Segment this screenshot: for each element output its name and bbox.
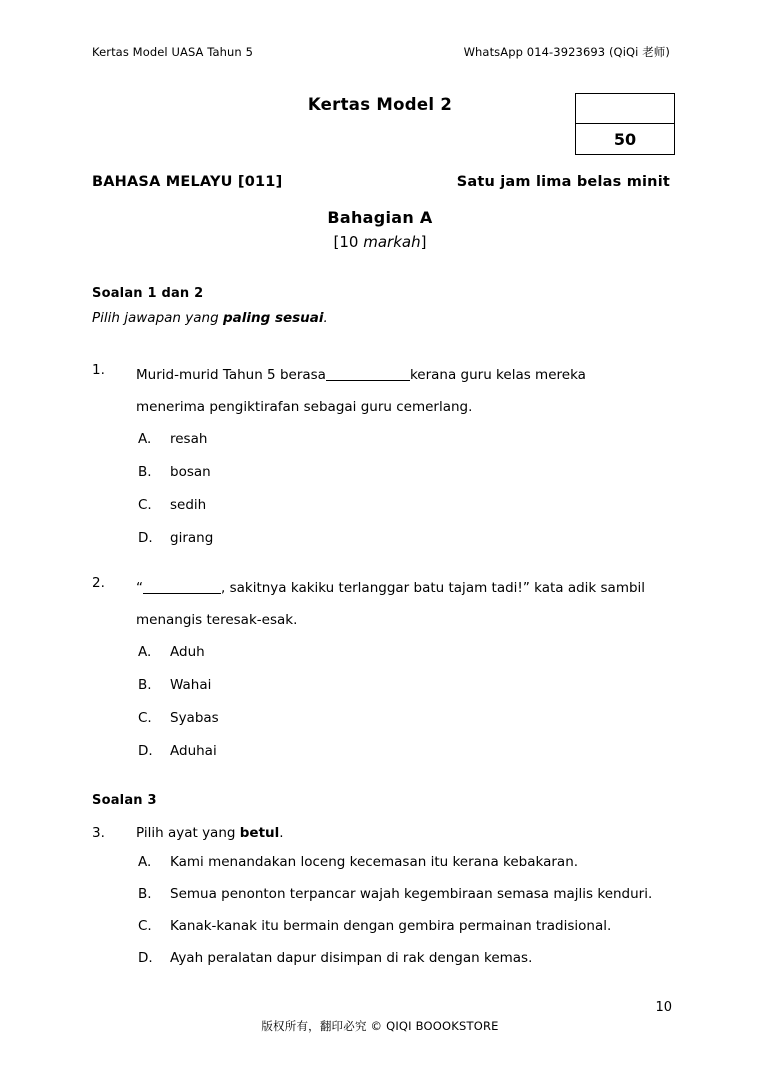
option-item[interactable] — [138, 464, 670, 497]
option-letter: B. — [138, 464, 152, 481]
option-letter: A. — [138, 853, 152, 870]
question-2-text-part1: “ — [136, 580, 143, 596]
option-text: girang — [170, 530, 214, 547]
instruction-heading: Soalan 3 — [92, 793, 157, 808]
option-item[interactable] — [138, 886, 670, 918]
copyright-notice: 版权所有，翻印必究 © QIQI BOOOKSTORE — [261, 1019, 499, 1033]
section-marks-word: markah — [363, 233, 421, 251]
option-item[interactable] — [138, 854, 670, 886]
option-letter: A. — [138, 431, 152, 448]
option-text: Semua penonton terpancar wajah kegembiraan semasa majlis kenduri. — [170, 885, 653, 902]
marks-box-total-cell: 50 — [613, 129, 637, 149]
header-right-contact: WhatsApp 014-3923693 (QiQi 老师) — [463, 45, 670, 59]
option-text: Ayah peralatan dapur disimpan di rak dengan kemas. — [170, 949, 533, 966]
instruction-text-before: Pilih jawapan yang — [92, 310, 223, 326]
question-1-text-part1: Murid-murid Tahun 5 berasa — [136, 367, 326, 383]
option-item[interactable] — [138, 950, 670, 982]
marks-box-score-cell[interactable] — [576, 94, 674, 124]
option-item[interactable] — [138, 743, 670, 776]
question-1-options — [92, 431, 670, 563]
instruction-block-soalan-1-2 — [92, 286, 670, 326]
instruction-text-after: . — [323, 310, 328, 326]
instruction-text — [92, 310, 670, 326]
question-3-stem — [92, 823, 670, 844]
question-3-text-after: . — [279, 825, 284, 841]
marks-box — [575, 93, 675, 155]
option-text: Aduhai — [170, 743, 217, 760]
option-letter: D. — [138, 743, 153, 760]
question-2-number: 2. — [92, 575, 105, 591]
option-item[interactable] — [138, 677, 670, 710]
section-marks-prefix: [10 — [333, 233, 364, 251]
subject-duration-row — [92, 174, 670, 190]
page-number: 10 — [655, 1000, 672, 1015]
exam-duration: Satu jam lima belas minit — [456, 174, 670, 190]
question-1-stem — [92, 360, 670, 423]
instruction-text-emphasis: paling sesuai — [222, 310, 324, 326]
option-text: resah — [170, 431, 208, 448]
option-text: Wahai — [170, 677, 212, 694]
option-letter: C. — [138, 917, 152, 934]
option-text: Kami menandakan loceng kecemasan itu kerana kebakaran. — [170, 853, 579, 870]
page-title: Kertas Model 2 — [307, 95, 453, 114]
question-2-options — [92, 644, 670, 776]
question-2-stem — [92, 573, 670, 636]
option-item[interactable] — [138, 530, 670, 563]
question-3-options — [92, 854, 670, 982]
question-3-text — [136, 823, 670, 844]
option-text: bosan — [170, 464, 211, 481]
option-text: Kanak-kanak itu bermain dengan gembira permainan tradisional. — [170, 917, 612, 934]
question-1-text-line2: menerima pengiktirafan sebagai guru cemerlang. — [136, 398, 473, 415]
option-letter: C. — [138, 497, 152, 514]
option-letter: D. — [138, 949, 153, 966]
question-1-answer-blank[interactable] — [326, 380, 410, 381]
running-header — [92, 44, 672, 60]
option-letter: D. — [138, 530, 153, 547]
question-3-text-before: Pilih ayat yang — [136, 825, 240, 841]
option-item[interactable] — [138, 431, 670, 464]
question-3 — [92, 823, 670, 982]
question-2 — [92, 573, 670, 776]
question-3-number: 3. — [92, 825, 105, 841]
instruction-heading: Soalan 1 dan 2 — [92, 286, 204, 301]
section-marks — [0, 233, 760, 251]
question-2-text — [136, 573, 670, 636]
subject-code: BAHASA MELAYU [011] — [92, 174, 283, 190]
option-letter: A. — [138, 644, 152, 661]
question-1 — [92, 360, 670, 563]
option-letter: B. — [138, 677, 152, 694]
section-marks-suffix: ] — [420, 233, 427, 251]
question-1-text-part2: kerana guru kelas mereka — [409, 367, 586, 383]
header-left-text: Kertas Model UASA Tahun 5 — [92, 45, 253, 59]
section-heading-block — [0, 208, 760, 251]
option-letter: C. — [138, 710, 152, 727]
option-item[interactable] — [138, 644, 670, 677]
option-text: Syabas — [170, 710, 219, 727]
question-1-number: 1. — [92, 362, 105, 378]
question-2-answer-blank[interactable] — [143, 593, 221, 594]
question-1-text — [136, 360, 670, 423]
option-text: Aduh — [170, 644, 205, 661]
question-2-text-part2: , sakitnya kakiku terlanggar batu tajam tadi!” kata adik sambil — [221, 580, 646, 596]
question-2-text-line2: menangis teresak-esak. — [136, 611, 298, 628]
option-item[interactable] — [138, 918, 670, 950]
option-item[interactable] — [138, 710, 670, 743]
question-3-text-emphasis: betul — [239, 825, 280, 841]
section-title: Bahagian A — [327, 208, 433, 227]
option-text: sedih — [170, 497, 207, 514]
option-item[interactable] — [138, 497, 670, 530]
option-letter: B. — [138, 885, 152, 902]
instruction-block-soalan-3 — [92, 793, 670, 808]
